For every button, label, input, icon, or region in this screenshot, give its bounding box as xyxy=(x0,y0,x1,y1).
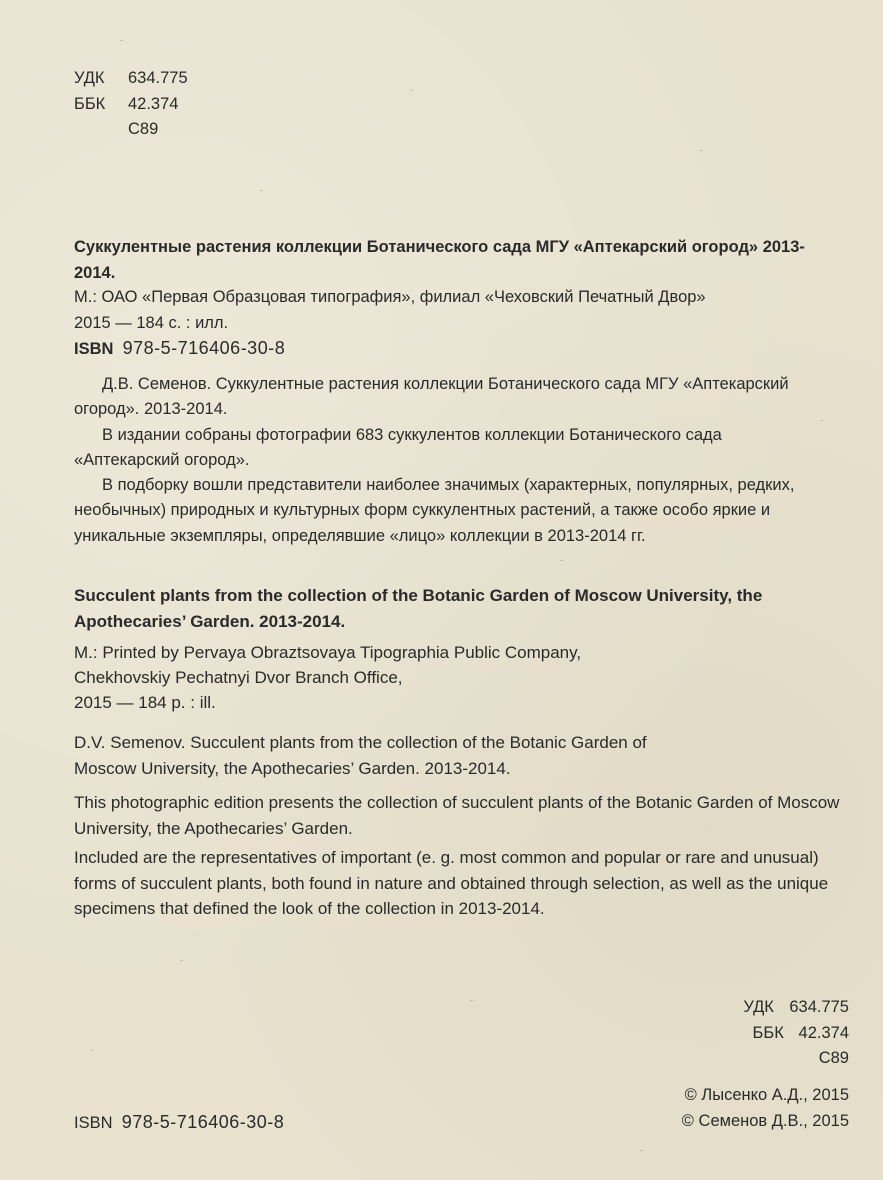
paper-fleck xyxy=(640,1150,643,1151)
ru-abstract-content: В издании собраны фотографии 683 суккулентов коллекции Ботанического сада «Аптекарский огород». xyxy=(74,425,722,469)
en-publisher-line-1: M.: Printed by Pervaya Obraztsovaya Tipographia Public Company, xyxy=(74,643,582,662)
en-included-text: Included are the representatives of important (e. g. most common and popular or rare and unusual) forms of succulent plants, both found in nature and obtained through selection, as well as the unique specimens that defined the look of the collection in 2013-2014. xyxy=(74,848,829,918)
paper-fleck xyxy=(560,560,563,561)
footer-author-mark: С89 xyxy=(818,1049,849,1067)
bbk-label: ББК xyxy=(74,94,106,113)
footer-udk-row xyxy=(743,995,849,1021)
paper-fleck xyxy=(470,1000,473,1001)
en-author-line xyxy=(74,730,694,781)
udk-row xyxy=(74,66,188,92)
ru-year-pages: 2015 — 184 с. : илл. xyxy=(74,314,229,332)
bbk-value: 42.374 xyxy=(128,94,179,113)
copyright-line-2: © Семенов Д.В., 2015 xyxy=(681,1112,849,1130)
footer-udk-value: 634.775 xyxy=(789,998,849,1016)
en-description-text: This photographic edition presents the collection of succulent plants of the Botanic Garden of Moscow University, the Apothecaries’ Garden. xyxy=(74,793,840,838)
ru-isbn-label: ISBN xyxy=(74,340,114,358)
en-included xyxy=(74,845,854,922)
ru-title: Суккулентные растения коллекции Ботанического сада МГУ «Аптекарский огород» 2013-2014. xyxy=(74,238,805,282)
ru-abstract xyxy=(74,372,814,549)
footer-bbk-value: 42.374 xyxy=(798,1023,849,1042)
footer-isbn xyxy=(74,1112,284,1133)
en-title: Succulent plants from the collection of the Botanic Garden of Moscow University, the Apothecaries’ Garden. 2013-2014. xyxy=(74,586,763,631)
paper-fleck xyxy=(180,960,183,961)
paper-fleck xyxy=(260,190,263,191)
author-mark-row xyxy=(74,117,188,143)
copyrights xyxy=(682,1082,849,1134)
paper-fleck xyxy=(410,90,413,91)
footer-classification-codes xyxy=(743,995,849,1072)
en-author-text: D.V. Semenov. Succulent plants from the collection of the Botanic Garden of Moscow University, the Apothecaries’ Garden. 2013-2014. xyxy=(74,733,647,778)
footer-udk-label: УДК xyxy=(743,998,774,1016)
footer-bbk-label: ББК xyxy=(752,1023,784,1042)
ru-isbn-value: 978-5-716406-30-8 xyxy=(122,338,286,358)
ru-publisher: М.: ОАО «Первая Образцовая типография», филиал «Чеховский Печатный Двор» xyxy=(74,288,706,306)
paper-fleck xyxy=(700,150,703,151)
udk-value: 634.775 xyxy=(128,69,188,87)
author-mark: С89 xyxy=(128,120,159,138)
paper-fleck xyxy=(820,420,823,421)
paper-fleck xyxy=(90,1050,93,1051)
bbk-row xyxy=(74,92,188,118)
en-description xyxy=(74,790,854,841)
ru-abstract-author: Д.В. Семенов. Суккулентные растения коллекции Ботанического сада МГУ «Аптекарский огород». 2013-2014. xyxy=(74,375,789,419)
footer-bbk-row xyxy=(743,1021,849,1047)
udk-label: УДК xyxy=(74,69,105,87)
en-year-pages: 2015 — 184 p. : ill. xyxy=(74,693,216,712)
footer-isbn-value: 978-5-716406-30-8 xyxy=(121,1112,285,1132)
ru-abstract-selection: В подборку вошли представители наиболее значимых (характерных, популярных, редких, необычных) природных и культурных форм суккулентных растений, а также особо яркие и уникальные экземпляры, определявшие «лицо» коллекции в 2013-2014 гг. xyxy=(74,476,795,545)
paper-fleck xyxy=(120,40,123,41)
en-publisher-line-2: Chekhovskiy Pechatnyi Dvor Branch Office, xyxy=(74,668,403,687)
copyright-line-1: © Лысенко А.Д., 2015 xyxy=(684,1086,849,1104)
footer-isbn-label: ISBN xyxy=(74,1114,113,1132)
ru-isbn xyxy=(74,338,285,359)
classification-codes xyxy=(74,66,188,143)
